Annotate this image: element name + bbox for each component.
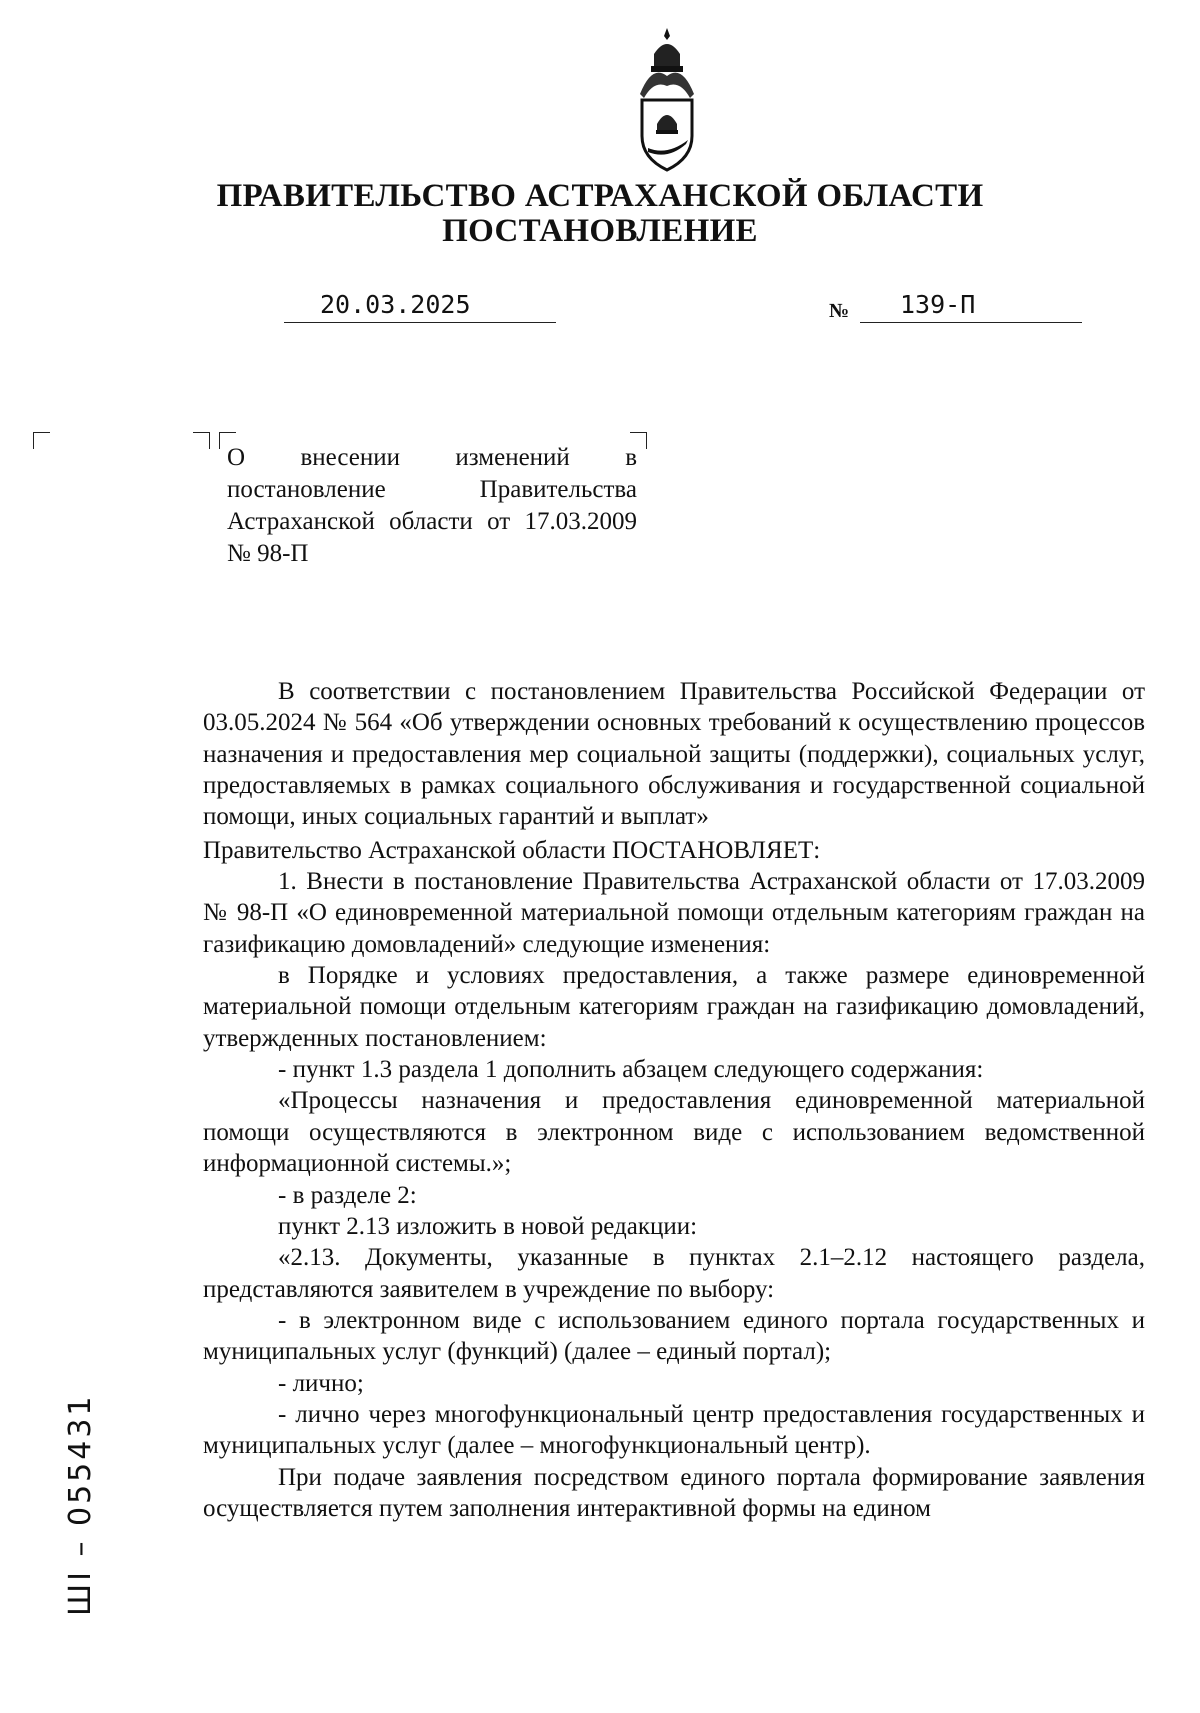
- document-subject: О внесении изменений в постановление Правительства Астраханской области от 17.03.2009 № 98-П: [227, 444, 637, 567]
- paragraph: 1. Внести в постановление Правительства Астраханской области от 17.03.2009 № 98-П «О единовременной материальной помощи отдельным категориям граждан на газификацию домовладений» следующие изменения:: [203, 868, 1145, 958]
- document-number: 139-П: [900, 290, 976, 319]
- paragraph: - лично через многофункциональный центр предоставления государственных и муниципальных услуг (далее – многофункциональный центр).: [203, 1400, 1145, 1460]
- document-body: [203, 676, 1145, 1524]
- paragraph: «Процессы назначения и предоставления единовременной материальной помощи осуществляются в электронном виде с использованием ведомственной информационной системы.»;: [203, 1087, 1145, 1178]
- corner-mark-subject-left-end: [193, 432, 210, 449]
- coat-of-arms-emblem: [632, 24, 702, 174]
- paragraph: В соответствии с постановлением Правительства Российской Федерации от 03.05.2024 № 564 «Об утверждении основных требований к осуществлению процессов назначения и предоставления мер социальной защиты (поддержки), социальных услуг, предоставляемых в рамках социального обслуживания и государственной социальной помощи, иных социальных гарантий и выплат»: [203, 678, 1145, 831]
- paragraph: При подаче заявления посредством единого портала формирование заявления осуществляется путем заполнения интерактивной формы на едином: [203, 1463, 1145, 1522]
- organization-title: ПРАВИТЕЛЬСТВО АСТРАХАНСКОЙ ОБЛАСТИ: [216, 178, 984, 214]
- paragraph: - лично;: [278, 1369, 364, 1397]
- paragraph: - в разделе 2:: [278, 1181, 417, 1209]
- document-type-title: ПОСТАНОВЛЕНИЕ: [442, 213, 758, 249]
- document-date: 20.03.2025: [320, 290, 471, 319]
- paragraph: - пункт 1.3 раздела 1 дополнить абзацем следующего содержания:: [278, 1056, 984, 1084]
- number-sign: №: [829, 300, 850, 322]
- side-serial-number: ШI – 055431: [63, 1393, 98, 1616]
- date-field: [284, 288, 556, 323]
- corner-mark-left: [33, 432, 50, 449]
- paragraph: «2.13. Документы, указанные в пунктах 2.1–2.12 настоящего раздела, представляются заявителем в учреждение по выбору:: [203, 1244, 1145, 1303]
- paragraph: - в электронном виде с использованием единого портала государственных и муниципальных услуг (функций) (далее – единый портал);: [203, 1306, 1145, 1366]
- number-field: [860, 288, 1082, 323]
- paragraph: пункт 2.13 изложить в новой редакции:: [278, 1212, 698, 1240]
- paragraph: в Порядке и условиях предоставления, а также размере единовременной материальной помощи отдельным категориям граждан на газификацию домовладений, утвержденных постановлением:: [203, 962, 1145, 1052]
- paragraph: Правительство Астраханской области ПОСТАНОВЛЯЕТ:: [203, 836, 821, 864]
